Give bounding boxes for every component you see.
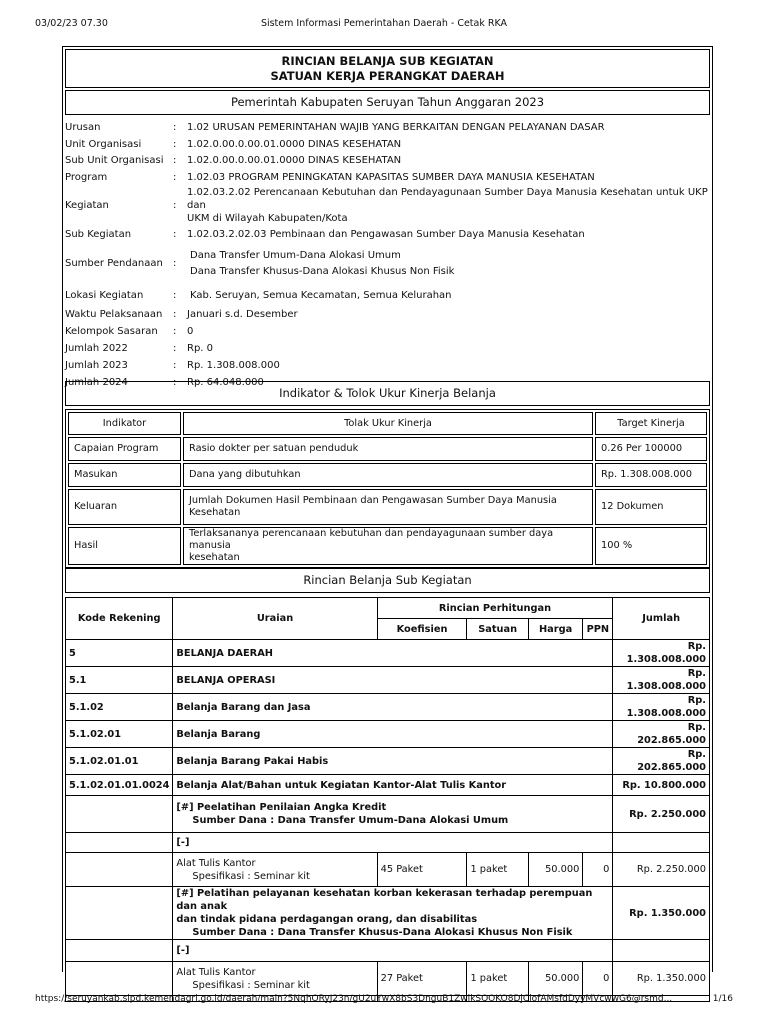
item-jumlah: Rp. 1.350.000 — [613, 962, 710, 996]
info-value: 1.02.03 PROGRAM PENINGKATAN KAPASITAS SUMBER DAYA MANUSIA KESEHATAN — [187, 172, 595, 183]
item-row — [66, 853, 710, 887]
info-row: Unit Organisasi : 1.02.0.00.0.00.01.0000 DINAS KESEHATAN — [65, 136, 710, 152]
info-value: Dana Transfer Umum-Dana Alokasi Umum Dana Transfer Khusus-Dana Alokasi Khusus Non Fisik — [190, 250, 455, 277]
item-satuan: 1 paket — [467, 962, 528, 996]
info-row: Jumlah 2024 : Rp. 64.048.000 — [65, 374, 710, 391]
indikator-cell: Keluaran — [68, 489, 181, 525]
info-label: Program — [65, 172, 108, 183]
item-ppn: 0 — [583, 853, 613, 887]
info-label: Sub Unit Organisasi — [65, 155, 164, 166]
info-row: Jumlah 2022 : Rp. 0 — [65, 340, 710, 357]
target-cell: Rp. 1.308.008.000 — [595, 463, 707, 487]
info-table — [65, 119, 710, 391]
account-row: 5.1.02 Belanja Barang dan Jasa Rp. 1.308.008.000 — [66, 694, 710, 721]
header-rincian-perhitungan: Rincian Perhitungan — [377, 598, 613, 619]
info-row: Jumlah 2023 : Rp. 1.308.008.000 — [65, 357, 710, 374]
account-row: 5.1.02.01.01.0024 Belanja Alat/Bahan untuk Kegiatan Kantor-Alat Tulis Kantor Rp. 10.800.000 — [66, 775, 710, 796]
indikator-section-title: Indikator & Tolok Ukur Kinerja Belanja — [65, 381, 710, 406]
item-row — [66, 962, 710, 996]
print-page-title: Sistem Informasi Pemerintahan Daerah - Cetak RKA — [260, 18, 508, 29]
rincian-section-title: Rincian Belanja Sub Kegiatan — [65, 568, 710, 593]
info-value: 1.02.03.2.02 Perencanaan Kebutuhan dan Pendayagunaan Sumber Daya Manusia Kesehatan untuk UKP dan UKM di Wilayah Kabupaten/Kota — [187, 187, 708, 224]
group-sumber-dana: Sumber Dana : Dana Transfer Umum-Dana Alokasi Umum — [192, 815, 509, 826]
info-label: Sumber Pendanaan — [65, 258, 163, 269]
info-label: Jumlah 2024 — [65, 377, 128, 388]
item-ppn: 0 — [583, 962, 613, 996]
browser-print-footer — [35, 994, 733, 1008]
info-row: Urusan : 1.02 URUSAN PEMERINTAHAN WAJIB YANG BERKAITAN DENGAN PELAYANAN DASAR — [65, 119, 710, 136]
header-ppn: PPN — [583, 619, 613, 640]
header-kode-rekening: Kode Rekening — [66, 598, 173, 640]
info-value: 1.02 URUSAN PEMERINTAHAN WAJIB YANG BERKAITAN DENGAN PELAYANAN DASAR — [187, 122, 605, 133]
info-value: 1.02.0.00.0.00.01.0000 DINAS KESEHATAN — [187, 138, 402, 150]
account-row: 5.1 BELANJA OPERASI Rp. 1.308.008.000 — [66, 667, 710, 694]
item-koefisien: 27 Paket — [377, 962, 467, 996]
group-jumlah: Rp. 1.350.000 — [613, 887, 710, 940]
info-label: Sub Kegiatan — [65, 228, 132, 240]
info-label: Kelompok Sasaran — [65, 326, 158, 337]
indikator-header-row — [68, 412, 707, 435]
info-row: Lokasi Kegiatan : Kab. Seruyan, Semua Kecamatan, Semua Kelurahan — [65, 284, 710, 306]
info-value: 0 — [187, 326, 194, 337]
title-line-1: RINCIAN BELANJA SUB KEGIATAN — [281, 54, 494, 68]
indikator-row — [68, 463, 707, 487]
indikator-cell: Masukan — [68, 463, 181, 487]
item-harga: 50.000 — [528, 853, 583, 887]
target-cell: 100 % — [595, 527, 707, 565]
account-row: 5.1.02.01.01 Belanja Barang Pakai Habis Rp. 202.865.000 — [66, 748, 710, 775]
info-label: Waktu Pelaksanaan — [65, 309, 163, 320]
document-page — [62, 46, 713, 991]
header-indikator: Indikator — [68, 412, 181, 435]
item-jumlah: Rp. 2.250.000 — [613, 853, 710, 887]
item-spesifikasi: Spesifikasi : Seminar kit — [192, 979, 310, 991]
info-row: Sub Unit Organisasi : 1.02.0.00.0.00.01.0000 DINAS KESEHATAN — [65, 152, 710, 169]
indikator-cell: Capaian Program — [68, 437, 181, 461]
info-value: Rp. 1.308.008.000 — [187, 360, 280, 371]
info-value: 1.02.03.2.02.03 Pembinaan dan Pengawasan Sumber Daya Manusia Kesehatan — [187, 228, 585, 240]
item-name: Alat Tulis Kantor — [176, 857, 256, 869]
info-value: Rp. 64.048.000 — [187, 377, 264, 388]
item-name: Alat Tulis Kantor — [176, 966, 256, 978]
header-tolok-ukur: Tolak Ukur Kinerja — [183, 412, 593, 435]
target-cell: 12 Dokumen — [595, 489, 707, 525]
print-url[interactable]: https://seruyankab.sipd.kemendagri.go.id/daerah/main?5NqhORyJ23n/gU2uYwX8bS3DnguB1ZwikSQOKO8DjClofAMsfdDyyMVcwwG6@rsmd... — [35, 994, 673, 1004]
group-header-row — [66, 887, 710, 940]
indikator-cell: Hasil — [68, 527, 181, 565]
item-spesifikasi: Spesifikasi : Seminar kit — [192, 870, 310, 882]
info-label: Jumlah 2023 — [65, 360, 128, 371]
print-page-number: 1/16 — [712, 994, 733, 1004]
info-label: Lokasi Kegiatan — [65, 289, 144, 301]
info-row: Kegiatan : 1.02.03.2.02 Perencanaan Kebutuhan dan Pendayagunaan Sumber Daya Manusia Kesehatan untuk UKP dan UKM di Wilayah Kabupaten/Kota — [65, 186, 710, 225]
target-cell: 0.26 Per 100000 — [595, 437, 707, 461]
info-row: Waktu Pelaksanaan : Januari s.d. Desember — [65, 306, 710, 323]
account-row: 5 BELANJA DAERAH Rp. 1.308.008.000 — [66, 640, 710, 667]
info-label: Jumlah 2022 — [65, 343, 128, 354]
tolok-cell: Terlaksananya perencanaan kebutuhan dan pendayagunaan sumber daya manusia kesehatan — [183, 527, 593, 565]
group-title: [#] Peelatihan Penilaian Angka Kredit — [176, 802, 387, 813]
group-title-cont: dan tindak pidana perdagangan orang, dan disabilitas — [176, 914, 478, 925]
tolok-cell: Rasio dokter per satuan penduduk — [183, 437, 593, 461]
indikator-row — [68, 527, 707, 565]
info-value: Kab. Seruyan, Semua Kecamatan, Semua Kelurahan — [190, 289, 452, 301]
item-koefisien: 45 Paket — [377, 853, 467, 887]
tolok-cell: Dana yang dibutuhkan — [183, 463, 593, 487]
group-title: [#] Pelatihan pelayanan kesehatan korban kekerasan terhadap perempuan dan anak — [176, 888, 593, 912]
group-sub-row: [-] — [66, 833, 710, 853]
group-jumlah: Rp. 2.250.000 — [613, 796, 710, 833]
info-row: Sumber Pendanaan : Dana Transfer Umum-Dana Alokasi Umum Dana Transfer Khusus-Dana Alokasi Khusus Non Fisik — [65, 243, 710, 284]
info-value: 1.02.0.00.0.00.01.0000 DINAS KESEHATAN — [187, 155, 402, 166]
item-harga: 50.000 — [528, 962, 583, 996]
group-sub-row: [-] — [66, 940, 710, 962]
print-datetime: 03/02/23 07.30 — [35, 18, 108, 29]
info-value: Januari s.d. Desember — [187, 309, 298, 320]
header-uraian: Uraian — [173, 598, 377, 640]
indikator-row — [68, 437, 707, 461]
header-jumlah: Jumlah — [613, 598, 710, 640]
header-koefisien: Koefisien — [377, 619, 467, 640]
group-header-row — [66, 796, 710, 833]
info-row: Kelompok Sasaran : 0 — [65, 323, 710, 340]
group-sumber-dana: Sumber Dana : Dana Transfer Khusus-Dana Alokasi Khusus Non Fisik — [192, 927, 573, 938]
item-satuan: 1 paket — [467, 853, 528, 887]
document-subtitle: Pemerintah Kabupaten Seruyan Tahun Anggaran 2023 — [65, 90, 710, 115]
account-row: 5.1.02.01 Belanja Barang Rp. 202.865.000 — [66, 721, 710, 748]
header-target: Target Kinerja — [595, 412, 707, 435]
tolok-cell: Jumlah Dokumen Hasil Pembinaan dan Pengawasan Sumber Daya Manusia Kesehatan — [183, 489, 593, 525]
indikator-row — [68, 489, 707, 525]
info-row: Program : 1.02.03 PROGRAM PENINGKATAN KAPASITAS SUMBER DAYA MANUSIA KESEHATAN — [65, 169, 710, 186]
browser-print-header — [35, 18, 733, 32]
rincian-header-row — [66, 598, 710, 619]
info-label: Unit Organisasi — [65, 138, 142, 150]
header-harga: Harga — [528, 619, 583, 640]
info-row: Sub Kegiatan : 1.02.03.2.02.03 Pembinaan dan Pengawasan Sumber Daya Manusia Kesehatan — [65, 225, 710, 243]
rincian-table — [65, 597, 710, 1002]
document-title — [65, 49, 710, 88]
info-value: Rp. 0 — [187, 343, 214, 354]
indikator-table — [65, 409, 710, 568]
header-satuan: Satuan — [467, 619, 528, 640]
info-label: Urusan — [65, 122, 101, 133]
title-line-2: SATUAN KERJA PERANGKAT DAERAH — [270, 69, 505, 83]
info-label: Kegiatan — [65, 200, 109, 211]
